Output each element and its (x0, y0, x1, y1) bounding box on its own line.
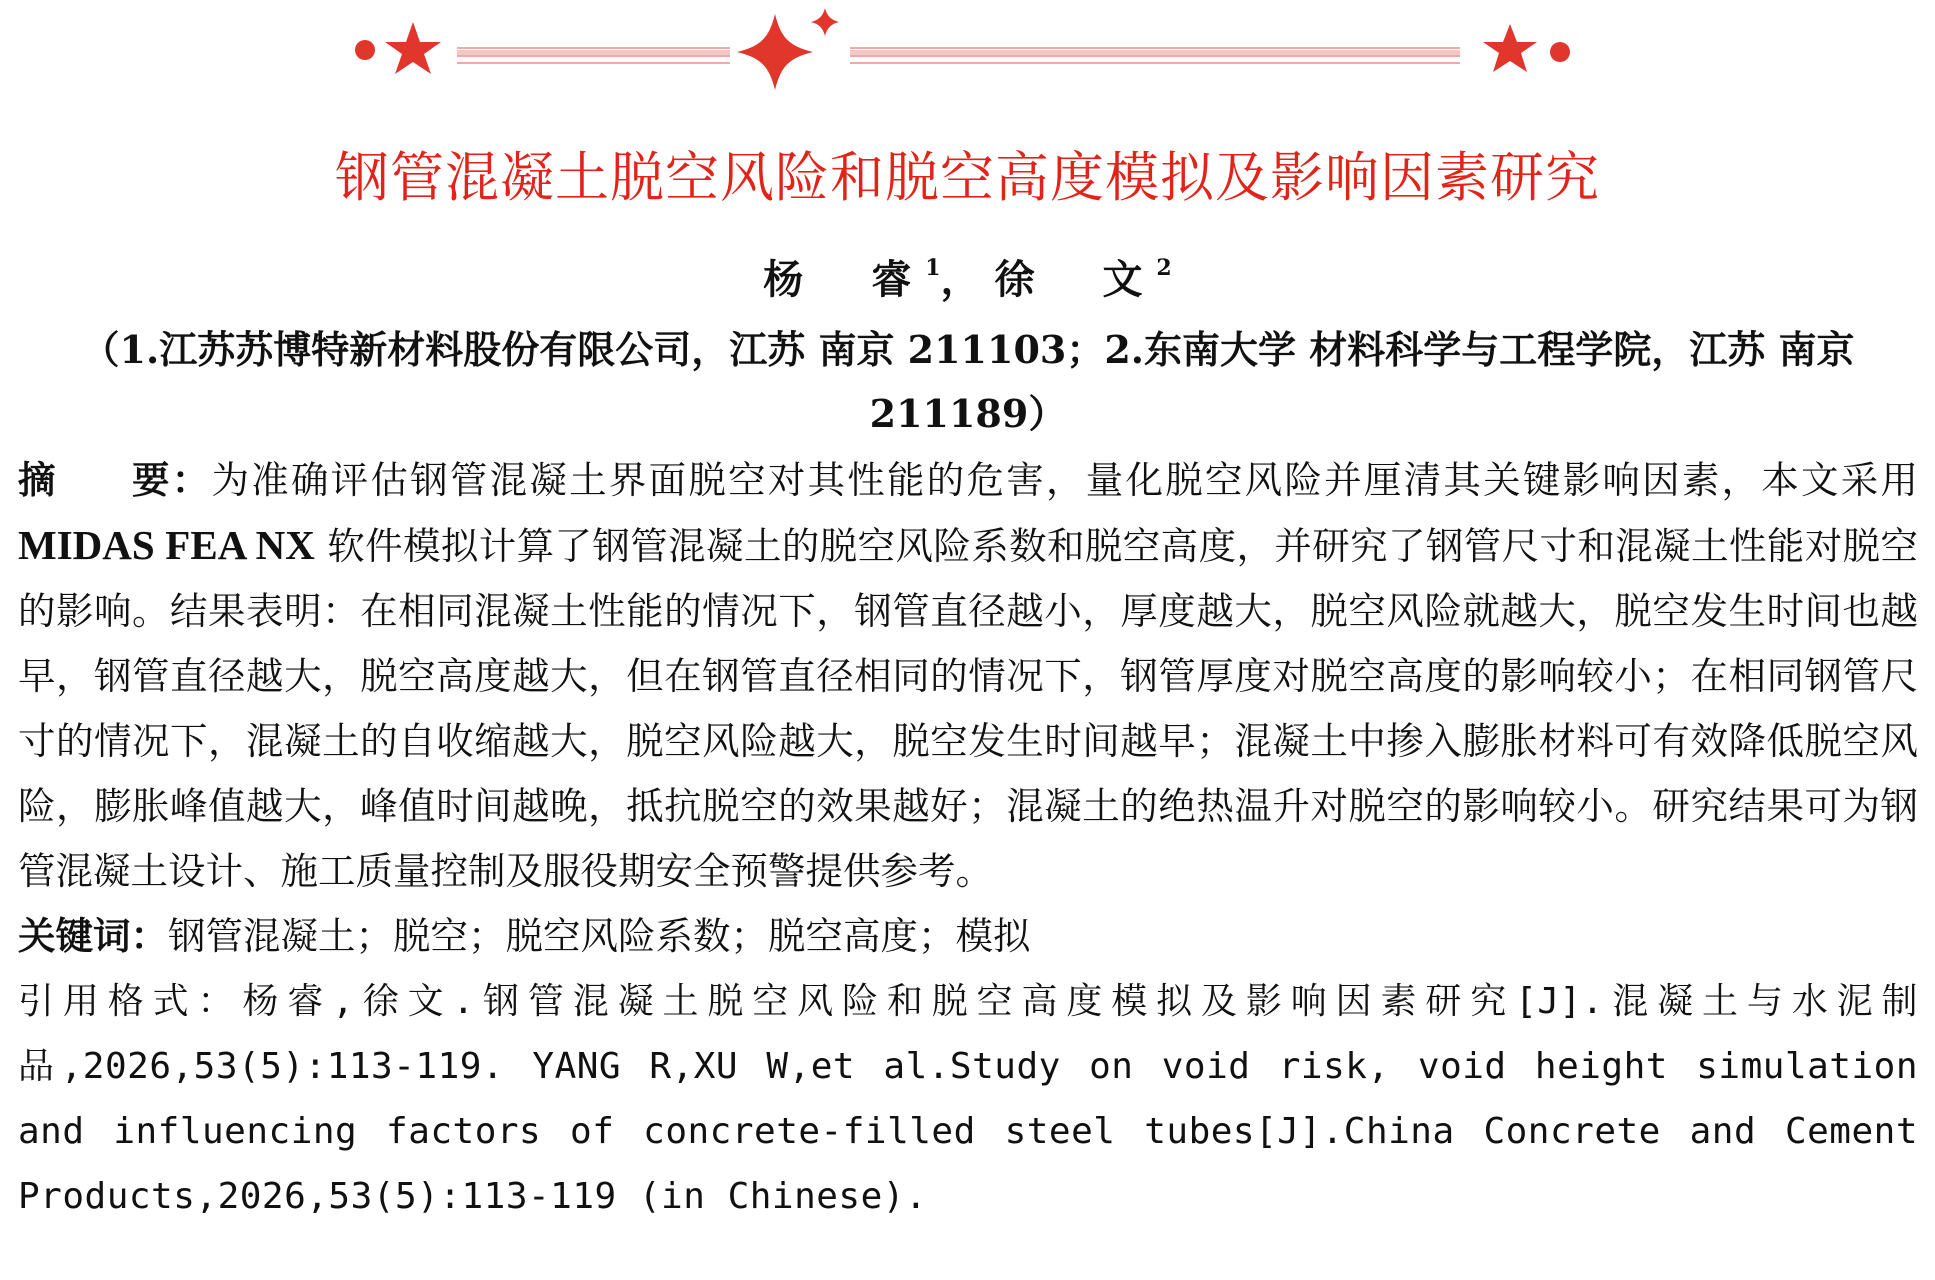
author-surname: 睿 (871, 256, 912, 303)
sparkle-icon (811, 8, 839, 36)
author-given: 徐 (994, 256, 1035, 303)
author-separator: ， (940, 256, 981, 303)
authors-line (0, 252, 1935, 308)
author-name (763, 256, 925, 303)
abstract-text-before: 为准确评估钢管混凝土界面脱空对其性能的危害，量化脱空风险并厘清其关键影响因素，本文采用 (211, 458, 1919, 502)
keywords-paragraph (18, 904, 1918, 969)
affiliations: （1.江苏苏博特新材料股份有限公司，江苏 南京 211103；2.东南大学 材料科学与工程学院，江苏 南京 211189） (81, 327, 1855, 436)
author-name (981, 256, 1157, 303)
keywords-text: 钢管混凝土；脱空；脱空风险系数；脱空高度；模拟 (168, 914, 1031, 958)
star-icon (385, 22, 441, 74)
decorative-banner (345, 0, 1590, 100)
author-affiliation-sup: 1 (925, 255, 941, 281)
software-name: MIDAS FEA NX (18, 522, 315, 568)
abstract-text-after: 软件模拟计算了钢管混凝土的脱空风险系数和脱空高度，并研究了钢管尺寸和混凝土性能对脱空的影响。结果表明：在相同混凝土性能的情况下，钢管直径越小，厚度越大，脱空风险就越大，脱空发生时间也越早，钢管直径越大，脱空高度越大，但在钢管直径相同的情况下，钢管厚度对脱空高度的影响较小；在相同钢管尺寸的情况下，混凝土的自收缩越大，脱空风险越大，脱空发生时间越早；混凝土中掺入膨胀材料可有效降低脱空风险，膨胀峰值越大，峰值时间越晚，抵抗脱空的效果越好；混凝土的绝热温升对脱空的影响较小。研究结果可为钢管混凝土设计、施工质量控制及服役期安全预警提供参考。 (18, 524, 1918, 893)
dot-icon (1550, 42, 1570, 62)
author-given: 杨 (763, 256, 804, 303)
banner-ornament-svg (345, 0, 1590, 100)
author-surname: 文 (1102, 256, 1143, 303)
citation-label: 引用格式： (18, 981, 243, 1022)
abstract-label: 摘 要： (18, 458, 212, 502)
citation-paragraph (18, 969, 1918, 1229)
author-affiliation-sup: 2 (1156, 255, 1172, 281)
citation-text: 杨睿,徐文.钢管混凝土脱空风险和脱空高度模拟及影响因素研究[J].混凝土与水泥制品,2026,53(5):113-119. YANG R,XU W,et al.Study on void risk, void height simulation and influencing factors of concrete-filled steel tubes[J].China Concrete and Cement Products,2026,53(5):113-119 (in Chinese). (18, 981, 1918, 1217)
abstract-section (18, 448, 1918, 1229)
article-title: 钢管混凝土脱空风险和脱空高度模拟及影响因素研究 (335, 146, 1600, 209)
abstract-paragraph (18, 448, 1918, 904)
star-icon (1483, 24, 1537, 72)
diamond-star-icon (737, 14, 813, 90)
dot-icon (355, 40, 375, 60)
keywords-label: 关键词： (18, 914, 168, 958)
